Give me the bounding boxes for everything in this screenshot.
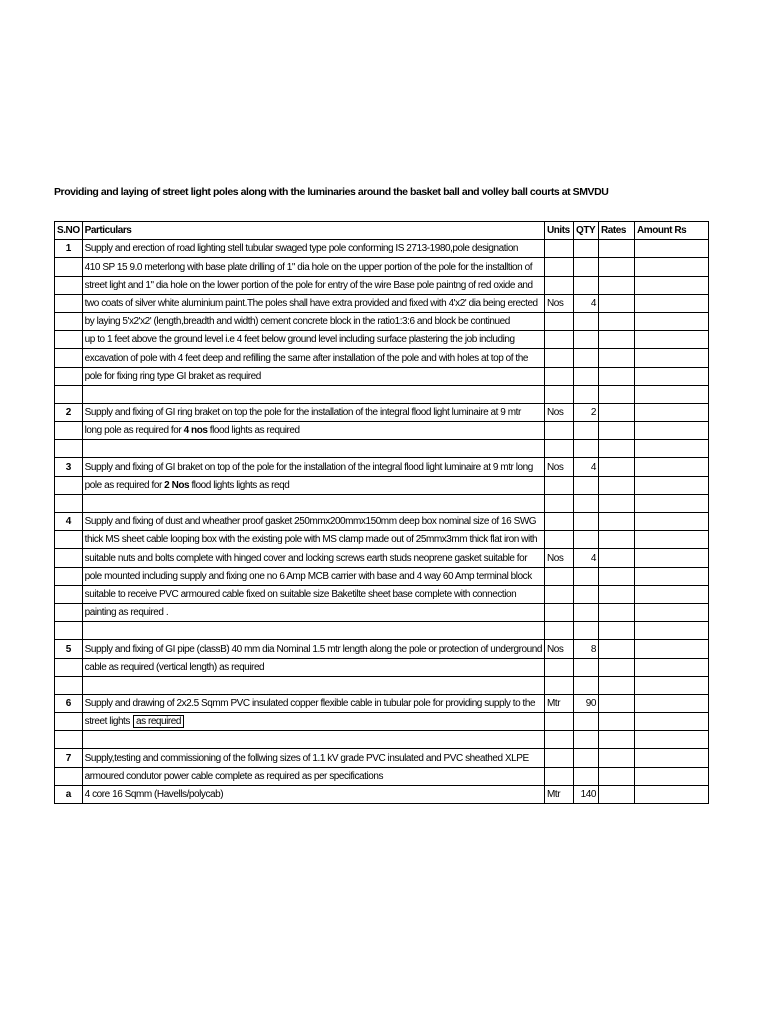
particulars-text: Supply and fixing of dust and wheather proof gasket 250mmx200mmx150mm deep box nominal size of 16 SWG <box>84 516 537 528</box>
row-sno <box>55 603 83 621</box>
row-sno <box>55 258 83 276</box>
row-amount <box>634 767 708 785</box>
row-particulars <box>82 767 544 785</box>
row-particulars <box>82 258 544 276</box>
row-particulars <box>82 294 544 312</box>
particulars-text: Supply,testing and commissioning of the follwing sizes of 1.1 kV grade PVC insulated and PVC sheathed XLPE <box>84 752 529 764</box>
row-units <box>544 476 573 494</box>
row-amount <box>634 349 708 367</box>
row-amount <box>634 622 708 640</box>
row-qty <box>573 258 598 276</box>
row-rates <box>598 676 634 694</box>
row-particulars <box>82 640 544 658</box>
row-sno <box>55 312 83 330</box>
row-qty: 4 <box>573 294 598 312</box>
particulars-bold-text: 2 Nos <box>164 479 190 491</box>
row-sno: 5 <box>55 640 83 658</box>
row-units: Nos <box>544 640 573 658</box>
row-qty: 140 <box>573 785 598 803</box>
table-row <box>55 731 709 749</box>
row-amount <box>634 385 708 403</box>
row-amount <box>634 785 708 803</box>
particulars-bold-text: 4 nos <box>183 425 208 437</box>
col-header-sno: S.NO <box>55 222 83 240</box>
row-particulars <box>82 785 544 803</box>
row-rates <box>598 385 634 403</box>
row-sno <box>55 367 83 385</box>
row-rates <box>598 240 634 258</box>
row-amount <box>634 294 708 312</box>
row-rates <box>598 294 634 312</box>
row-units <box>544 731 573 749</box>
col-header-units: Units <box>544 222 573 240</box>
col-header-amount: Amount Rs <box>634 222 708 240</box>
row-amount <box>634 422 708 440</box>
table-row <box>55 785 709 803</box>
particulars-text: thick MS sheet cable looping box with the existing pole with MS clamp made out of 25mmx3mm thick flat iron with <box>84 534 538 546</box>
row-sno <box>55 440 83 458</box>
row-particulars <box>82 367 544 385</box>
table-row <box>55 367 709 385</box>
row-amount <box>634 258 708 276</box>
table-row <box>55 676 709 694</box>
row-units <box>544 622 573 640</box>
table-row <box>55 440 709 458</box>
row-rates <box>598 531 634 549</box>
table-row <box>55 658 709 676</box>
row-units <box>544 367 573 385</box>
row-particulars <box>82 422 544 440</box>
row-particulars <box>82 240 544 258</box>
row-amount <box>634 494 708 512</box>
row-sno <box>55 294 83 312</box>
row-qty <box>573 422 598 440</box>
row-rates <box>598 567 634 585</box>
row-rates <box>598 367 634 385</box>
row-rates <box>598 458 634 476</box>
row-rates <box>598 440 634 458</box>
row-sno: 4 <box>55 513 83 531</box>
particulars-text: pole mounted including supply and fixing one no 6 Amp MCB carrier with base and 4 way 60 Amp terminal block <box>84 570 532 582</box>
row-rates <box>598 694 634 712</box>
particulars-text: suitable to receive PVC armoured cable fixed on suitable size Baketilte sheet base complete with connection <box>84 588 517 600</box>
row-units <box>544 385 573 403</box>
row-units <box>544 258 573 276</box>
particulars-text: two coats of silver white aluminium paint.The poles shall have extra provided and fixed with 4'x2' dia being erected <box>84 297 538 309</box>
row-particulars <box>82 403 544 421</box>
table-row <box>55 567 709 585</box>
row-amount <box>634 713 708 731</box>
table-row <box>55 513 709 531</box>
col-header-rates: Rates <box>598 222 634 240</box>
row-qty <box>573 731 598 749</box>
table-row <box>55 531 709 549</box>
row-rates <box>598 549 634 567</box>
row-particulars <box>82 531 544 549</box>
row-sno <box>55 349 83 367</box>
row-amount <box>634 694 708 712</box>
particulars-text: suitable nuts and bolts complete with hinged cover and locking screws earth studs neoprene gasket suitable for <box>84 552 528 564</box>
particulars-text: up to 1 feet above the ground level i.e 4 feet below ground level including surface plastering the job including <box>84 334 515 346</box>
particulars-text: street light and 1" dia hole on the lower portion of the pole for entry of the wire Base pole paintng of red oxide and <box>84 279 533 291</box>
row-sno <box>55 494 83 512</box>
row-rates <box>598 731 634 749</box>
page-title: Providing and laying of street light poles along with the luminaries around the basket ball and volley ball courts at SMVDU <box>54 186 609 198</box>
row-rates <box>598 658 634 676</box>
col-header-particulars: Particulars <box>82 222 544 240</box>
row-amount <box>634 476 708 494</box>
row-amount <box>634 331 708 349</box>
row-sno <box>55 713 83 731</box>
table-row <box>55 622 709 640</box>
row-rates <box>598 513 634 531</box>
row-particulars <box>82 513 544 531</box>
particulars-text: painting as required . <box>84 607 169 619</box>
row-units <box>544 603 573 621</box>
row-amount <box>634 367 708 385</box>
row-amount <box>634 749 708 767</box>
row-qty: 4 <box>573 549 598 567</box>
table-row <box>55 767 709 785</box>
row-rates <box>598 476 634 494</box>
row-particulars <box>82 713 544 731</box>
row-units <box>544 713 573 731</box>
particulars-text: Supply and erection of road lighting stell tubular swaged type pole conforming IS 2713-1980,pole designation <box>84 243 519 255</box>
row-amount <box>634 440 708 458</box>
row-particulars <box>82 585 544 603</box>
row-sno <box>55 622 83 640</box>
particulars-text: long pole as required for <box>84 425 184 437</box>
particulars-text: by laying 5'x2'x2' (length,breadth and width) cement concrete block in the ratio1:3:6 and block be continued <box>84 316 510 328</box>
table-row <box>55 294 709 312</box>
particulars-text: Supply and fixing of GI pipe (classB) 40 mm dia Nominal 1.5 mtr length along the pole or protection of underground <box>84 643 542 655</box>
particulars-text: cable as required (vertical length) as required <box>84 661 265 673</box>
table-row <box>55 749 709 767</box>
row-sno <box>55 276 83 294</box>
row-sno <box>55 385 83 403</box>
row-sno <box>55 331 83 349</box>
particulars-text: street lights <box>84 716 130 728</box>
row-units <box>544 240 573 258</box>
row-qty <box>573 676 598 694</box>
row-rates <box>598 749 634 767</box>
table-row <box>55 585 709 603</box>
row-rates <box>598 403 634 421</box>
row-sno <box>55 549 83 567</box>
row-units <box>544 276 573 294</box>
row-amount <box>634 240 708 258</box>
row-qty <box>573 749 598 767</box>
row-particulars <box>82 567 544 585</box>
row-qty <box>573 622 598 640</box>
row-amount <box>634 276 708 294</box>
row-units: Mtr <box>544 694 573 712</box>
table-row <box>55 603 709 621</box>
row-qty: 4 <box>573 458 598 476</box>
row-particulars <box>82 731 544 749</box>
row-amount <box>634 567 708 585</box>
row-qty <box>573 767 598 785</box>
row-rates <box>598 585 634 603</box>
table-row <box>55 258 709 276</box>
row-particulars <box>82 622 544 640</box>
particulars-text: armoured condutor power cable complete as required as per specifications <box>84 770 383 782</box>
row-rates <box>598 276 634 294</box>
row-rates <box>598 349 634 367</box>
row-particulars <box>82 440 544 458</box>
particulars-text: 410 SP 15 9.0 meterlong with base plate drilling of 1" dia hole on the upper portion of the pole for the installtion of <box>84 261 533 273</box>
particulars-text: 4 core 16 Sqmm (Havells/polycab) <box>84 789 224 800</box>
row-rates <box>598 603 634 621</box>
row-sno <box>55 585 83 603</box>
row-sno <box>55 767 83 785</box>
row-particulars <box>82 658 544 676</box>
row-sno <box>55 422 83 440</box>
row-qty <box>573 476 598 494</box>
row-rates <box>598 622 634 640</box>
row-qty <box>573 349 598 367</box>
row-rates <box>598 785 634 803</box>
table-row <box>55 458 709 476</box>
row-particulars <box>82 603 544 621</box>
row-units <box>544 440 573 458</box>
row-sno <box>55 567 83 585</box>
table-row <box>55 240 709 258</box>
particulars-text: Supply and drawing of 2x2.5 Sqmm PVC insulated copper flexible cable in tubular pole for providing supply to the <box>84 698 536 710</box>
row-particulars <box>82 494 544 512</box>
row-particulars <box>82 549 544 567</box>
row-particulars <box>82 694 544 712</box>
row-sno: 7 <box>55 749 83 767</box>
row-particulars <box>82 312 544 330</box>
table-row <box>55 549 709 567</box>
row-units: Nos <box>544 458 573 476</box>
row-sno <box>55 676 83 694</box>
row-qty <box>573 385 598 403</box>
row-units <box>544 585 573 603</box>
row-units <box>544 531 573 549</box>
row-qty <box>573 312 598 330</box>
particulars-text-after: flood lights as required <box>207 425 300 437</box>
row-amount <box>634 549 708 567</box>
boq-table <box>54 221 709 804</box>
row-rates <box>598 494 634 512</box>
row-rates <box>598 640 634 658</box>
row-particulars <box>82 676 544 694</box>
row-qty <box>573 658 598 676</box>
row-sno <box>55 531 83 549</box>
row-particulars <box>82 276 544 294</box>
row-units: Mtr <box>544 785 573 803</box>
row-units <box>544 658 573 676</box>
row-units <box>544 494 573 512</box>
row-qty: 2 <box>573 403 598 421</box>
particulars-text: pole for fixing ring type GI braket as required <box>84 370 261 382</box>
row-amount <box>634 458 708 476</box>
row-particulars <box>82 749 544 767</box>
row-sno: 2 <box>55 403 83 421</box>
particulars-text: Supply and fixing of GI braket on top of the pole for the installation of the integral flood light luminaire at 9 mtr long <box>84 461 533 473</box>
row-particulars <box>82 385 544 403</box>
row-qty <box>573 367 598 385</box>
table-row <box>55 403 709 421</box>
col-header-qty: QTY <box>573 222 598 240</box>
row-qty <box>573 331 598 349</box>
row-qty <box>573 531 598 549</box>
row-amount <box>634 640 708 658</box>
row-qty <box>573 440 598 458</box>
row-units: Nos <box>544 294 573 312</box>
row-units: Nos <box>544 549 573 567</box>
row-amount <box>634 312 708 330</box>
row-amount <box>634 531 708 549</box>
row-sno <box>55 658 83 676</box>
row-qty <box>573 603 598 621</box>
particulars-text: pole as required for <box>84 479 165 491</box>
row-amount <box>634 731 708 749</box>
row-qty: 90 <box>573 694 598 712</box>
row-units <box>544 676 573 694</box>
row-sno: a <box>55 785 83 803</box>
table-row <box>55 694 709 712</box>
row-amount <box>634 513 708 531</box>
row-sno: 6 <box>55 694 83 712</box>
row-rates <box>598 713 634 731</box>
table-row <box>55 331 709 349</box>
row-qty <box>573 585 598 603</box>
particulars-boxed-text: as required <box>133 715 184 728</box>
row-rates <box>598 331 634 349</box>
row-sno: 3 <box>55 458 83 476</box>
row-units <box>544 422 573 440</box>
header-row <box>55 222 709 240</box>
table-row <box>55 349 709 367</box>
row-amount <box>634 658 708 676</box>
row-qty <box>573 567 598 585</box>
row-units <box>544 567 573 585</box>
row-units <box>544 749 573 767</box>
table-row <box>55 276 709 294</box>
row-rates <box>598 312 634 330</box>
row-particulars <box>82 476 544 494</box>
row-qty <box>573 276 598 294</box>
table-row <box>55 312 709 330</box>
table-row <box>55 422 709 440</box>
row-units <box>544 312 573 330</box>
row-amount <box>634 403 708 421</box>
table-row <box>55 476 709 494</box>
table-row <box>55 385 709 403</box>
row-sno <box>55 476 83 494</box>
row-units <box>544 767 573 785</box>
row-units <box>544 349 573 367</box>
row-sno: 1 <box>55 240 83 258</box>
particulars-text: Supply and fixing of GI ring braket on top the pole for the installation of the integral flood light luminaire at 9 mtr <box>84 407 521 419</box>
row-particulars <box>82 458 544 476</box>
table-row <box>55 494 709 512</box>
row-units <box>544 513 573 531</box>
row-qty: 8 <box>573 640 598 658</box>
table-row <box>55 640 709 658</box>
row-rates <box>598 422 634 440</box>
row-amount <box>634 676 708 694</box>
row-qty <box>573 513 598 531</box>
row-amount <box>634 603 708 621</box>
row-rates <box>598 258 634 276</box>
row-units: Nos <box>544 403 573 421</box>
table-row <box>55 713 709 731</box>
row-qty <box>573 240 598 258</box>
boq-body <box>55 240 709 804</box>
row-sno <box>55 731 83 749</box>
row-particulars <box>82 349 544 367</box>
row-rates <box>598 767 634 785</box>
row-amount <box>634 585 708 603</box>
row-units <box>544 331 573 349</box>
row-qty <box>573 494 598 512</box>
row-particulars <box>82 331 544 349</box>
particulars-text-after: flood lights lights as reqd <box>189 479 290 491</box>
particulars-text: excavation of pole with 4 feet deep and refilling the same after installation of the pole and with holes at top of the <box>84 352 528 364</box>
row-qty <box>573 713 598 731</box>
